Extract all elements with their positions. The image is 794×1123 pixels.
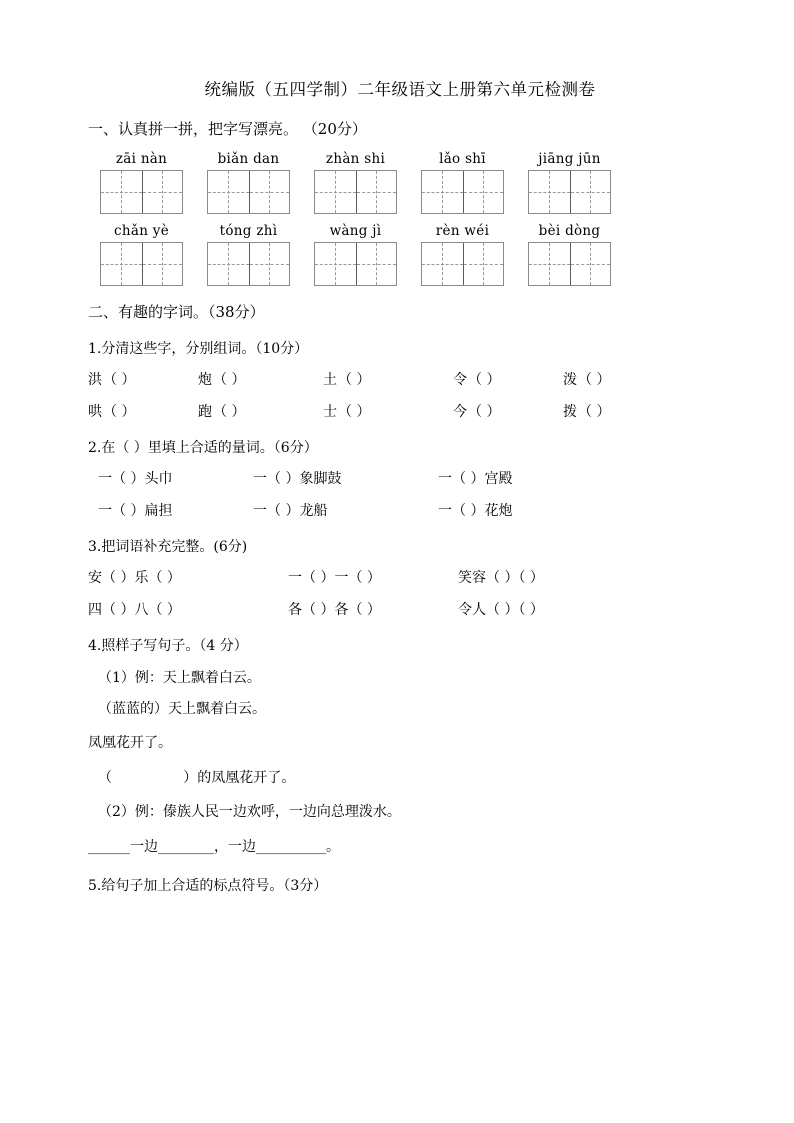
pinyin-label: tóng zhì [219,222,278,239]
tianzige-cell[interactable] [356,243,397,285]
idiom-item[interactable]: 四（ ）八（ ） [88,601,181,618]
measure-word-item[interactable]: 一（ ）花炮 [438,502,513,519]
tianzige-box[interactable] [314,170,397,214]
page-title: 统编版（五四学制）二年级语文上册第六单元检测卷 [204,80,596,99]
measure-word-item[interactable]: 一（ ）宫殿 [438,471,513,488]
tianzige-box[interactable] [100,170,183,214]
char-pair-item[interactable] [88,401,198,423]
pinyin-label: biǎn dan [217,150,280,167]
idiom-item[interactable]: 笑容（ ）（ ） [458,570,544,587]
idiom-item[interactable]: 令人（ ）（ ） [458,601,544,618]
char-pair-item[interactable] [198,369,323,391]
pinyin-label: wàng jì [329,222,382,239]
pinyin-label: chǎn yè [113,222,169,239]
pinyin-label: zhàn shi [325,150,386,167]
tianzige-cell[interactable] [422,171,463,213]
tianzige-slot[interactable] [516,170,623,214]
idiom-item[interactable]: 一（ ）一（ ） [288,570,381,587]
tianzige-row-2 [88,242,712,286]
char-pair-item[interactable] [563,401,610,423]
measure-word-item[interactable]: 一（ ）龙船 [253,502,328,519]
page-content [88,78,712,907]
pinyin-label: zāi nàn [115,150,168,167]
tianzige-cell[interactable] [208,171,249,213]
tianzige-box[interactable] [207,242,290,286]
char-pair-item[interactable] [323,401,453,423]
practice-sentence-line: 凤凰花开了。 [88,735,172,752]
section-2-sub-1-heading: 1.分清这些字，分别组词。（10分） [88,340,309,357]
tianzige-cell[interactable] [142,243,183,285]
char-label: 炮 [198,372,212,389]
tianzige-cell[interactable] [570,171,611,213]
tianzige-cell[interactable] [422,243,463,285]
idiom-completion-row-1 [88,567,712,589]
answer-blank[interactable]: （ ） [468,372,501,389]
char-pair-item[interactable] [323,369,453,391]
section-1-heading: 一、认真拼一拼，把字写漂亮。 （20分） [88,119,367,138]
answer-blank[interactable]: （ ） [578,372,611,389]
char-label: 拨 [563,403,577,420]
answer-blank[interactable]: （ ） [103,403,136,420]
section-2-sub-5-heading: 5.给句子加上合适的标点符号。（3分） [88,878,328,895]
tianzige-slot[interactable] [195,242,302,286]
measure-word-row-2 [88,500,712,522]
section-2-heading: 二、有趣的字词。（38分） [88,302,265,321]
answer-blank[interactable]: （ ） [338,372,371,389]
tianzige-cell[interactable] [249,243,290,285]
char-label: 跑 [198,403,212,420]
tianzige-cell[interactable] [249,171,290,213]
tianzige-box[interactable] [100,242,183,286]
tianzige-cell[interactable] [529,171,570,213]
tianzige-box[interactable] [528,242,611,286]
char-pair-row-1 [88,369,712,391]
answer-blank[interactable]: （ ） [338,403,371,420]
idiom-completion-row-2 [88,599,712,621]
example-sentence-line-2: （2）例：傣族人民一边欢呼，一边向总理泼水。 [98,804,401,821]
char-label: 洪 [88,372,102,389]
answer-blank[interactable]: （ ） [578,403,611,420]
section-2-sub-3-heading: 3.把词语补充完整。(6分) [88,539,248,556]
tianzige-cell[interactable] [356,171,397,213]
tianzige-slot[interactable] [409,242,516,286]
idiom-item[interactable]: 各（ ）各（ ） [288,601,381,618]
pinyin-label: bèi dòng [538,222,601,239]
measure-word-item[interactable]: 一（ ）扁担 [98,502,173,519]
pinyin-row-2 [88,223,712,239]
tianzige-slot[interactable] [88,242,195,286]
tianzige-slot[interactable] [302,242,409,286]
pinyin-label: lǎo shī [439,150,486,167]
tianzige-cell[interactable] [315,243,356,285]
tianzige-slot[interactable] [302,170,409,214]
char-pair-item[interactable] [453,369,563,391]
pinyin-row-1 [88,151,712,167]
char-label: 泼 [563,372,577,389]
tianzige-cell[interactable] [208,243,249,285]
tianzige-box[interactable] [314,242,397,286]
char-pair-item[interactable] [453,401,563,423]
tianzige-cell[interactable] [463,243,504,285]
char-label: 土 [323,372,337,389]
section-2-sub-2-heading: 2.在（ ）里填上合适的量词。（6分） [88,439,318,456]
tianzige-row-1 [88,170,712,214]
char-label: 今 [453,403,467,420]
answer-blank[interactable]: （ ） [468,403,501,420]
char-label: 士 [323,403,337,420]
example-sentence-line: （1）例：天上飘着白云。 [98,669,261,686]
tianzige-cell[interactable] [463,171,504,213]
tianzige-cell[interactable] [529,243,570,285]
tianzige-cell[interactable] [570,243,611,285]
tianzige-cell[interactable] [101,171,142,213]
measure-word-row-1 [88,468,712,490]
measure-word-item[interactable]: 一（ ）象脚鼓 [253,471,342,488]
char-label: 令 [453,372,467,389]
answer-blank[interactable]: （ ） [213,403,246,420]
tianzige-slot[interactable] [195,170,302,214]
tianzige-slot[interactable] [516,242,623,286]
pinyin-label: rèn wéi [435,222,490,239]
tianzige-box[interactable] [421,170,504,214]
tianzige-box[interactable] [207,170,290,214]
tianzige-box[interactable] [421,242,504,286]
char-pair-item[interactable] [198,401,323,423]
tianzige-cell[interactable] [142,171,183,213]
section-2-sub-4-heading: 4.照样子写句子。（4 分） [88,638,248,655]
pinyin-writing-block-1 [88,151,712,286]
char-pair-row-2 [88,401,712,423]
practice-blank-line-2[interactable]: ______一边________，一边__________。 [88,838,340,855]
practice-blank-line[interactable]: （ ）的凤凰花开了。 [98,769,296,786]
tianzige-cell[interactable] [101,243,142,285]
idiom-item[interactable]: 安（ ）乐（ ） [88,570,181,587]
tianzige-slot[interactable] [409,170,516,214]
answer-blank[interactable]: （ ） [213,372,246,389]
pinyin-label: jiāng jūn [538,150,601,167]
answer-blank[interactable]: （ ） [103,372,136,389]
char-pair-item[interactable] [563,369,610,391]
tianzige-cell[interactable] [315,171,356,213]
char-pair-item[interactable] [88,369,198,391]
char-label: 哄 [88,403,102,420]
tianzige-slot[interactable] [88,170,195,214]
tianzige-box[interactable] [528,170,611,214]
example-answer-line: （蓝蓝的）天上飘着白云。 [98,701,266,718]
measure-word-item[interactable]: 一（ ）头巾 [98,471,173,488]
